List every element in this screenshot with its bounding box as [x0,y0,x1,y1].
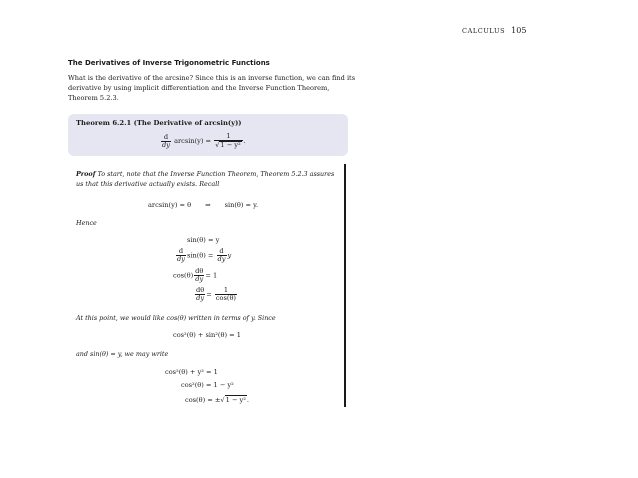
section-title: The Derivatives of Inverse Trigonometric Functions [68,59,270,67]
implies-arrow: ⇒ [205,201,211,209]
running-title: CALCULUS [462,27,506,35]
equation-4: $\frac{d\theta}{dy}$ = $\frac{1}{\cos(\theta)}$ [196,286,237,302]
equation-6: cos²(θ) = 1 − y² [181,381,234,389]
theorem-lhs: arcsin(y) = [174,137,212,145]
theorem-d-dy: $\frac{d}{dy}$ [162,132,170,149]
equation-3: cos(θ) $\frac{d\theta}{dy}$ = 1 [173,267,218,283]
proof-sidebar-line [344,164,346,407]
page-number: 105 [511,26,527,35]
theorem-equation: $\frac{d}{dy}$ arcsin(y) = $\frac{1}{\text{√1 − y²}}$ . [162,132,246,149]
proof-intro [76,169,342,190]
running-header [462,26,526,35]
proof-text-2: At this point, we would like cos(θ) written in terms of y. Since [76,314,276,322]
pythagorean-identity: cos²(θ) + sin²(θ) = 1 [173,331,241,339]
equation-5: cos²(θ) + y² = 1 [165,368,218,376]
proof-text-1: To start, note that the Inverse Function Theorem, Theorem 5.2.3 assures us that this derivative actually exists. Recall [76,170,335,189]
proof-label: Proof [76,170,96,178]
intro-paragraph: What is the derivative of the arcsine? Since this is an inverse function, we can find its derivative by using implicit differentiation and the Inverse Function Theorem, Theorem 5.2.3. [68,74,356,103]
theorem-rhs-fraction: $\frac{1}{\text{√1 − y²}}$ [215,132,241,149]
hence-label: Hence [76,219,97,227]
equation-1: sin(θ) = y [187,236,220,244]
recall-equation: arcsin(y) = θ ⇒ sin(θ) = y. [148,201,259,209]
theorem-title: Theorem 6.2.1 (The Derivative of arcsin(y)) [76,119,242,127]
equation-7: cos(θ) = ±√1 − y². [185,396,249,404]
equation-2: $\frac{d}{dy}$ sin(θ) = $\frac{d}{dy}$ y [177,247,232,263]
proof-text-3: and sin(θ) = y, we may write [76,350,169,358]
